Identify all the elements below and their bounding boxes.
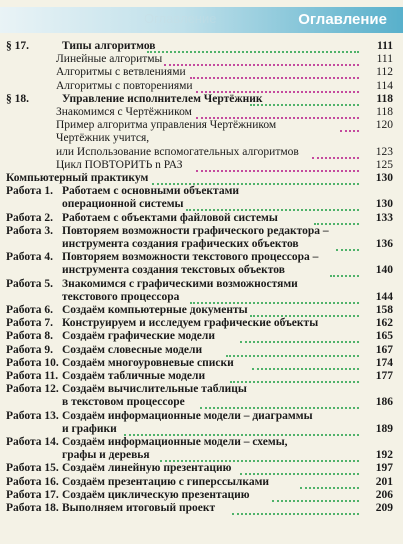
toc-leader-dots	[340, 127, 359, 132]
toc-row-title: Создаём компьютерные документы	[62, 304, 248, 316]
toc-row-title: Создаём многоуровневые списки	[62, 356, 234, 369]
toc-row-title: Чертёжник учится,	[56, 132, 150, 145]
toc-row-label: Работа 10.	[6, 356, 59, 369]
toc-row-page: 189	[375, 422, 393, 435]
toc-row-title: Управление исполнителем Чертёжник	[62, 92, 263, 105]
toc-row-page: 209	[375, 502, 393, 514]
toc-row-label: Работа 7.	[6, 317, 54, 330]
toc-leader-dots	[250, 101, 359, 106]
toc-row-page: 197	[375, 462, 393, 475]
toc-leader-dots	[240, 338, 359, 343]
toc-row-label: Работа 1.	[6, 185, 54, 198]
toc-row-label: Работа 13.	[6, 409, 59, 422]
toc-row-label: Работа 9.	[6, 343, 54, 356]
toc-leader-dots	[190, 74, 359, 79]
toc-row-title: инструмента создания графических объектов	[62, 238, 299, 250]
toc-row-label: Работа 2.	[6, 211, 54, 224]
toc-row-page: 165	[375, 330, 393, 343]
toc-row-label: Работа 3.	[6, 224, 54, 237]
toc-row-title: Работаем с основными объектами	[62, 185, 240, 198]
toc-row-page: 118	[376, 106, 393, 118]
toc-row-label: Работа 16.	[6, 475, 59, 488]
toc-row-title: Создаём графические модели	[62, 330, 215, 343]
toc-row-page: 201	[375, 475, 393, 488]
toc-row-title: инструмента создания текстовых объектов	[62, 264, 285, 277]
toc-row-title: Создаём линейную презентацию	[62, 462, 232, 475]
toc-row-title: Работаем с объектами файловой системы	[62, 211, 278, 224]
toc-leader-dots	[196, 167, 359, 172]
toc-row-title: Создаём вычислительные таблицы	[62, 383, 247, 396]
toc-row-label: Работа 5.	[6, 277, 54, 290]
toc-row-page: 111	[377, 40, 393, 52]
toc-row-label: Работа 15.	[6, 462, 59, 475]
toc-row-page: 177	[375, 370, 393, 382]
toc-row-page: 167	[375, 343, 393, 356]
toc-row-title: Создаём презентацию с гиперссылками	[62, 475, 270, 488]
toc-row-title: Цикл ПОВТОРИТЬ n РАЗ	[56, 158, 183, 171]
toc-row-label: § 18.	[6, 92, 29, 105]
toc-row-page: 112	[376, 66, 393, 79]
toc-leader-dots	[272, 497, 359, 502]
toc-row-title: в текстовом процессоре	[62, 396, 185, 409]
toc-leader-dots	[230, 378, 359, 383]
toc-row-title: Типы алгоритмов	[62, 40, 156, 52]
toc-row-page: 125	[375, 158, 393, 171]
toc-row-page: 162	[375, 317, 393, 330]
toc-leader-dots	[336, 246, 359, 251]
toc-row-title: Создаём информационные модели – диаграммы	[62, 409, 313, 422]
toc-row-label: Работа 14.	[6, 436, 59, 448]
toc-row-page: 123	[375, 145, 393, 158]
toc-leader-dots	[330, 272, 359, 277]
toc-leader-dots	[252, 365, 359, 370]
header-ghost-text: Оглавление	[144, 11, 217, 26]
toc-row-label: Работа 4.	[6, 251, 54, 264]
toc-row-title: или Использование вспомогательных алгоритмов	[56, 145, 299, 158]
toc-leader-dots	[300, 484, 359, 489]
toc-row-title: Компьютерный практикум	[6, 172, 149, 184]
toc-row-title: Знакомимся с графическими возможностями	[62, 277, 298, 290]
toc-row-page: 186	[375, 396, 393, 409]
toc-row-page: 118	[376, 92, 393, 105]
toc-row-page: 206	[375, 488, 393, 501]
toc-row-page: 192	[375, 449, 393, 462]
toc-row-title: операционной системы	[62, 198, 184, 211]
toc-row-title: Создаём информационные модели – схемы,	[62, 436, 288, 448]
toc-row-page: 136	[375, 238, 393, 250]
toc-row-label: Работа 17.	[6, 488, 59, 501]
toc-leader-dots	[232, 510, 359, 515]
toc-row-title: Повторяем возможности текстового процессора –	[62, 251, 319, 264]
toc-row-title: Конструируем и исследуем графические объекты	[62, 317, 319, 330]
toc-row-title: Пример алгоритма управления Чертёжником	[56, 119, 277, 132]
toc-row-label: Работа 12.	[6, 383, 59, 396]
toc-leader-dots	[164, 61, 359, 66]
toc-row-title: графы и деревья	[62, 449, 150, 462]
toc-row-title: Создаём табличные модели	[62, 370, 206, 382]
toc-row-label: Работа 6.	[6, 304, 54, 316]
toc-row-label: § 17.	[6, 40, 29, 52]
toc-row-page: 133	[375, 211, 393, 224]
toc-row-page: 130	[375, 198, 393, 211]
toc-row-page: 144	[375, 290, 393, 303]
toc-row-title: Линейные алгоритмы	[56, 53, 163, 66]
toc-leader-dots	[312, 154, 359, 159]
toc-row-label: Работа 11.	[6, 370, 59, 382]
toc-row-page: 140	[375, 264, 393, 277]
toc-row-title: Знакомимся с Чертёжником	[56, 106, 192, 118]
toc-row-title: Создаём словесные модели	[62, 343, 203, 356]
toc-row-label: Работа 8.	[6, 330, 54, 343]
toc-row-title: Алгоритмы с повторениями	[56, 79, 193, 92]
toc-row-page: 120	[375, 119, 393, 132]
toc-row-title: Алгоритмы с ветвлениями	[56, 66, 186, 79]
toc-row-title: и графики	[62, 422, 117, 435]
toc-row-title: текстового процессора	[62, 290, 180, 303]
toc-leader-dots	[147, 48, 359, 53]
toc-row-page: 130	[375, 172, 393, 184]
toc-row-page: 158	[375, 304, 393, 316]
page-title: Оглавление	[298, 11, 387, 28]
toc-row-page: 114	[376, 79, 393, 92]
toc-row-page: 174	[375, 356, 393, 369]
toc-row-title: Выполняем итоговый проект	[62, 502, 216, 514]
toc-row-page: 111	[376, 53, 393, 66]
toc-row-title: Повторяем возможности графического редактора –	[62, 224, 329, 237]
toc-row-title: Создаём циклическую презентацию	[62, 488, 250, 501]
toc-leader-dots	[226, 352, 359, 357]
toc-row-label: Работа 18.	[6, 502, 59, 514]
